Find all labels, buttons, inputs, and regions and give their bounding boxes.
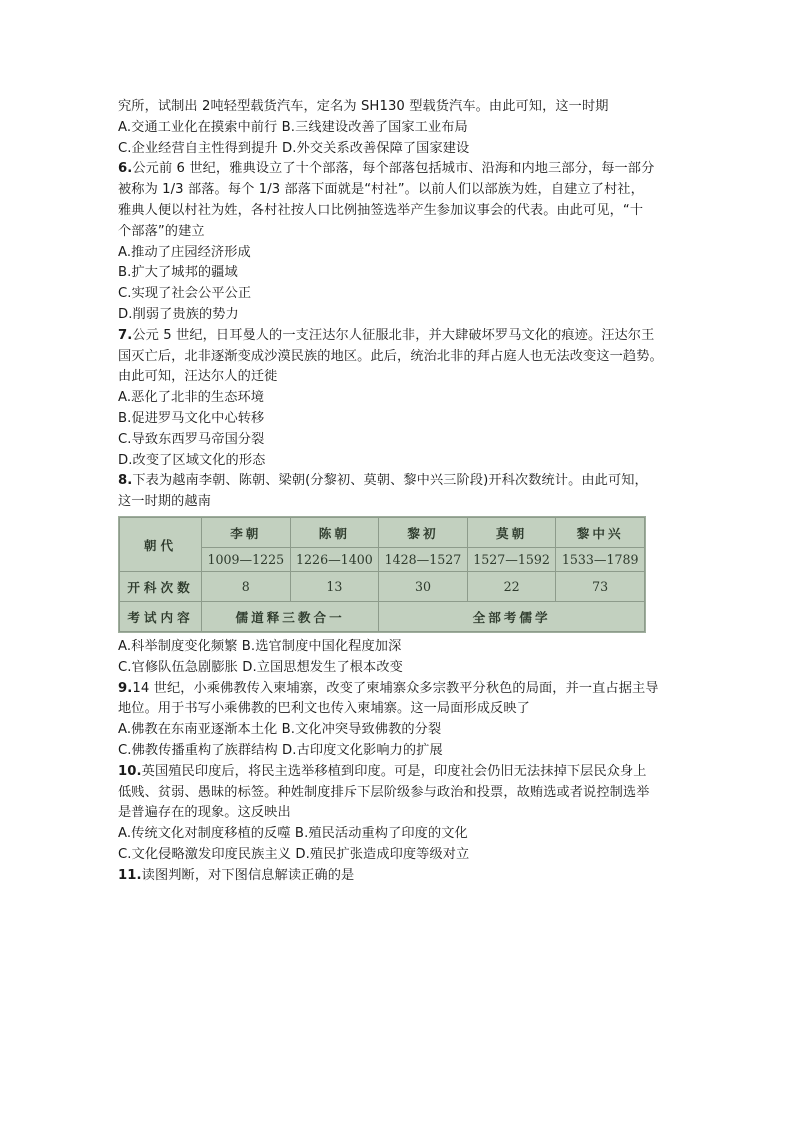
question-stem	[118, 326, 678, 347]
option: D.削弱了贵族的势力	[118, 306, 239, 322]
table-cell-period: 1428—1527	[379, 547, 468, 571]
question-text: 这一时期的越南	[118, 494, 212, 510]
table-header-content: 考试内容	[120, 601, 202, 631]
question-text: 是普遍存在的现象。这反映出	[118, 805, 291, 821]
table-cell-count: 73	[556, 571, 645, 601]
question-text: 读图判断，对下图信息解读正确的是	[141, 867, 355, 883]
table-cell-count: 8	[202, 571, 291, 601]
option: B.促进罗马文化中心转移	[118, 410, 265, 426]
table-cell-period: 1527—1592	[467, 547, 556, 571]
options-ab: A.科举制度变化频繁 B.选官制度中国化程度加深	[118, 638, 402, 654]
exam-table	[118, 516, 646, 633]
options-cd: C.官修队伍急剧膨胀 D.立国思想发生了根本改变	[118, 659, 403, 675]
options-cd: C.企业经营自主性得到提升 D.外交关系改善保障了国家建设	[118, 140, 470, 156]
question-text: 被称为 1/3 部落。每个 1/3 部落下面就是“村社”。以前人们以部族为姓，自建立了村社，	[118, 182, 644, 198]
question-text: 英国殖民印度后，将民主选举移植到印度。可是，印度社会仍旧无法抹掉下层民众身上	[141, 763, 647, 779]
option: C.导致东西罗马帝国分裂	[118, 431, 265, 447]
table-header-dynasty: 朝代	[120, 517, 202, 571]
options-ab: A.佛教在东南亚逐渐本土化 B.文化冲突导致佛教的分裂	[118, 722, 442, 738]
question-text: 下表为越南李朝、陈朝、梁朝(分黎初、莫朝、黎中兴三阶段)开科次数统计。由此可知，	[132, 473, 648, 489]
question-text: 雅典人便以村社为姓，各村社按人口比例抽签选举产生参加议事会的代表。由此可见，“十	[118, 202, 644, 218]
question-text: 低贱、贫弱、愚昧的标签。种姓制度排斥下层阶级参与政治和投票，故贿选或者说控制选举	[118, 784, 650, 800]
option: A.恶化了北非的生态环境	[118, 390, 265, 406]
options-cd: C.佛教传播重构了族群结构 D.古印度文化影响力的扩展	[118, 742, 443, 758]
question-number: 8.	[118, 473, 133, 489]
option: C.实现了社会公平公正	[118, 286, 252, 302]
option: B.扩大了城邦的疆域	[118, 265, 238, 281]
table-cell-period: 1226—1400	[290, 547, 379, 571]
question-number: 7.	[118, 327, 133, 343]
table-cell-dynasty: 李朝	[202, 517, 291, 547]
question-number: 6.	[118, 161, 133, 177]
table-cell-count: 13	[290, 571, 379, 601]
option: D.改变了区域文化的形态	[118, 452, 266, 468]
options-ab: A.交通工业化在摸索中前行 B.三线建设改善了国家工业布局	[118, 119, 468, 135]
table-cell-count: 30	[379, 571, 468, 601]
table-header-count: 开科次数	[120, 571, 202, 601]
table-cell-dynasty: 黎初	[379, 517, 468, 547]
question-number: 10.	[118, 763, 142, 779]
keju-statistics-table	[119, 517, 645, 632]
table-cell-count: 22	[467, 571, 556, 601]
question-text: 14 世纪，小乘佛教传入柬埔寨，改变了柬埔寨众多宗教平分秋色的局面，并一直占据主导	[132, 680, 659, 696]
table-cell-dynasty: 莫朝	[467, 517, 556, 547]
question-text: 国灭亡后，北非逐渐变成沙漠民族的地区。此后，统治北非的拜占庭人也无法改变这一趋势。	[118, 348, 663, 364]
question-text: 个部落”的建立	[118, 223, 205, 239]
question-text: 究所，试制出 2吨轻型载货汽车，定名为 SH130 型载货汽车。由此可知，这一时期	[118, 99, 609, 114]
exam-page	[118, 97, 678, 887]
question-stem	[118, 159, 678, 180]
question-number: 9.	[118, 680, 133, 696]
question-text: 公元 5 世纪，日耳曼人的一支汪达尔人征服北非，并大肆破坏罗马文化的痕迹。汪达尔王	[132, 327, 655, 343]
question-text: 由此可知，汪达尔人的迁徙	[118, 369, 278, 385]
option: A.推动了庄园经济形成	[118, 244, 251, 260]
table-cell-dynasty: 陈朝	[290, 517, 379, 547]
question-number: 11.	[118, 867, 142, 883]
table-cell-period: 1533—1789	[556, 547, 645, 571]
table-cell-dynasty: 黎中兴	[556, 517, 645, 547]
question-stem	[118, 866, 678, 887]
question-stem	[118, 471, 678, 492]
question-stem	[118, 762, 678, 783]
options-cd: C.文化侵略激发印度民族主义 D.殖民扩张造成印度等级对立	[118, 846, 470, 862]
table-cell-content: 全部考儒学	[379, 601, 645, 631]
question-text: 地位。用于书写小乘佛教的巴利文也传入柬埔寨。这一局面形成反映了	[118, 701, 530, 717]
table-cell-content: 儒道释三教合一	[202, 601, 379, 631]
table-cell-period: 1009—1225	[202, 547, 291, 571]
question-text: 公元前 6 世纪，雅典设立了十个部落，每个部落包括城市、沿海和内地三部分，每一部分	[132, 161, 655, 177]
question-stem	[118, 679, 678, 700]
options-ab: A.传统文化对制度移植的反噬 B.殖民活动重构了印度的文化	[118, 826, 468, 842]
